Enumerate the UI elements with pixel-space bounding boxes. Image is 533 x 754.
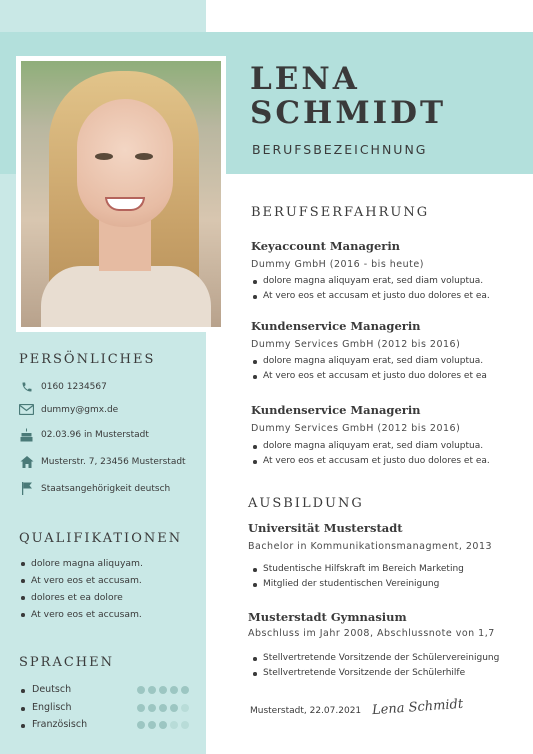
last-name: SCHMIDT bbox=[250, 95, 447, 131]
house-icon bbox=[19, 455, 34, 468]
contact-nationality bbox=[19, 482, 170, 495]
level-dot-filled bbox=[137, 704, 145, 712]
job-title: Keyaccount Managerin bbox=[251, 239, 401, 253]
level-dot-filled bbox=[181, 686, 189, 694]
level-dot-filled bbox=[159, 721, 167, 729]
place-date: Musterstadt, 22.07.2021 bbox=[250, 706, 362, 716]
level-dot-filled bbox=[148, 704, 156, 712]
mail-icon bbox=[19, 403, 34, 416]
contact-email bbox=[19, 403, 118, 416]
level-dot-filled bbox=[170, 686, 178, 694]
experience-title: BERUFSERFAHRUNG bbox=[251, 205, 430, 220]
qualifications-title: QUALIFIKATIONEN bbox=[19, 531, 183, 546]
education-subtitle: Abschluss im Jahr 2008, Abschlussnote von 1,7 bbox=[248, 628, 495, 639]
nationality-text: Staatsangehörigkeit deutsch bbox=[41, 483, 171, 494]
language-level bbox=[137, 721, 189, 729]
full-name bbox=[250, 62, 446, 130]
level-dot-filled bbox=[137, 686, 145, 694]
first-name: LENA bbox=[250, 61, 360, 97]
level-dot-filled bbox=[159, 704, 167, 712]
language-name: Französisch bbox=[19, 719, 137, 730]
education-bullets bbox=[251, 651, 499, 681]
contact-address bbox=[19, 455, 186, 468]
qualifications-list bbox=[19, 556, 143, 622]
list-item: Studentische Hilfskraft im Bereich Marketing bbox=[251, 562, 464, 577]
list-item: At vero eos et accusam. bbox=[19, 573, 143, 588]
email-text: dummy@gmx.de bbox=[41, 404, 119, 415]
phone-icon bbox=[19, 380, 34, 393]
education-subtitle: Bachelor in Kommunikationsmanagment, 2013 bbox=[248, 541, 493, 552]
job-bullets bbox=[251, 439, 490, 469]
language-row bbox=[19, 702, 189, 713]
list-item: dolores et ea dolore bbox=[19, 590, 143, 605]
education-title-entry: Musterstadt Gymnasium bbox=[248, 610, 407, 624]
language-level bbox=[137, 686, 189, 694]
level-dot-filled bbox=[159, 686, 167, 694]
level-dot-filled bbox=[148, 686, 156, 694]
list-item: At vero eos et accusam. bbox=[19, 607, 143, 622]
flag-icon bbox=[19, 482, 34, 495]
list-item: dolore magna aliquyam. bbox=[19, 556, 143, 571]
language-row bbox=[19, 684, 189, 695]
list-item: At vero eos et accusam et justo duo dolores et ea. bbox=[251, 454, 490, 469]
profile-photo bbox=[21, 61, 221, 327]
phone-text: 0160 1234567 bbox=[41, 381, 107, 392]
job-bullets bbox=[251, 274, 490, 304]
job-subtitle: Dummy Services GmbH (2012 bis 2016) bbox=[251, 339, 461, 350]
language-row bbox=[19, 719, 189, 730]
signature: Lena Schmidt bbox=[371, 696, 464, 719]
level-dot-filled bbox=[170, 704, 178, 712]
list-item: dolore magna aliquyam erat, sed diam voluptua. bbox=[251, 274, 490, 289]
address-text: Musterstr. 7, 23456 Musterstadt bbox=[41, 456, 186, 467]
contact-phone bbox=[19, 380, 107, 393]
education-bullets bbox=[251, 562, 464, 592]
job-title: BERUFSBEZEICHNUNG bbox=[252, 142, 428, 157]
job-title: Kundenservice Managerin bbox=[251, 319, 421, 333]
birth-text: 02.03.96 in Musterstadt bbox=[41, 429, 149, 440]
level-dot-filled bbox=[148, 721, 156, 729]
level-dot-filled bbox=[137, 721, 145, 729]
languages-title: SPRACHEN bbox=[19, 655, 114, 670]
language-name: Deutsch bbox=[19, 684, 137, 695]
level-dot-empty bbox=[181, 721, 189, 729]
list-item: Mitglied der studentischen Vereinigung bbox=[251, 577, 464, 592]
list-item: dolore magna aliquyam erat, sed diam voluptua. bbox=[251, 439, 490, 454]
job-title: Kundenservice Managerin bbox=[251, 403, 421, 417]
education-title-entry: Universität Musterstadt bbox=[248, 521, 403, 535]
education-title: AUSBILDUNG bbox=[248, 496, 364, 511]
job-subtitle: Dummy GmbH (2016 - bis heute) bbox=[251, 259, 424, 270]
list-item: dolore magna aliquyam erat, sed diam voluptua. bbox=[251, 354, 487, 369]
list-item: Stellvertretende Vorsitzende der Schülervereinigung bbox=[251, 651, 499, 666]
list-item: Stellvertretende Vorsitzende der Schülerhilfe bbox=[251, 666, 499, 681]
list-item: At vero eos et accusam et justo duo dolores et ea. bbox=[251, 289, 490, 304]
level-dot-empty bbox=[181, 704, 189, 712]
language-name: Englisch bbox=[19, 702, 137, 713]
job-subtitle: Dummy Services GmbH (2012 bis 2016) bbox=[251, 423, 461, 434]
language-level bbox=[137, 704, 189, 712]
cake-icon bbox=[19, 428, 34, 441]
level-dot-empty bbox=[170, 721, 178, 729]
contact-birth bbox=[19, 428, 149, 441]
personal-title: PERSÖNLICHES bbox=[19, 352, 156, 367]
job-bullets bbox=[251, 354, 487, 384]
list-item: At vero eos et accusam et justo duo dolores et ea bbox=[251, 369, 487, 384]
